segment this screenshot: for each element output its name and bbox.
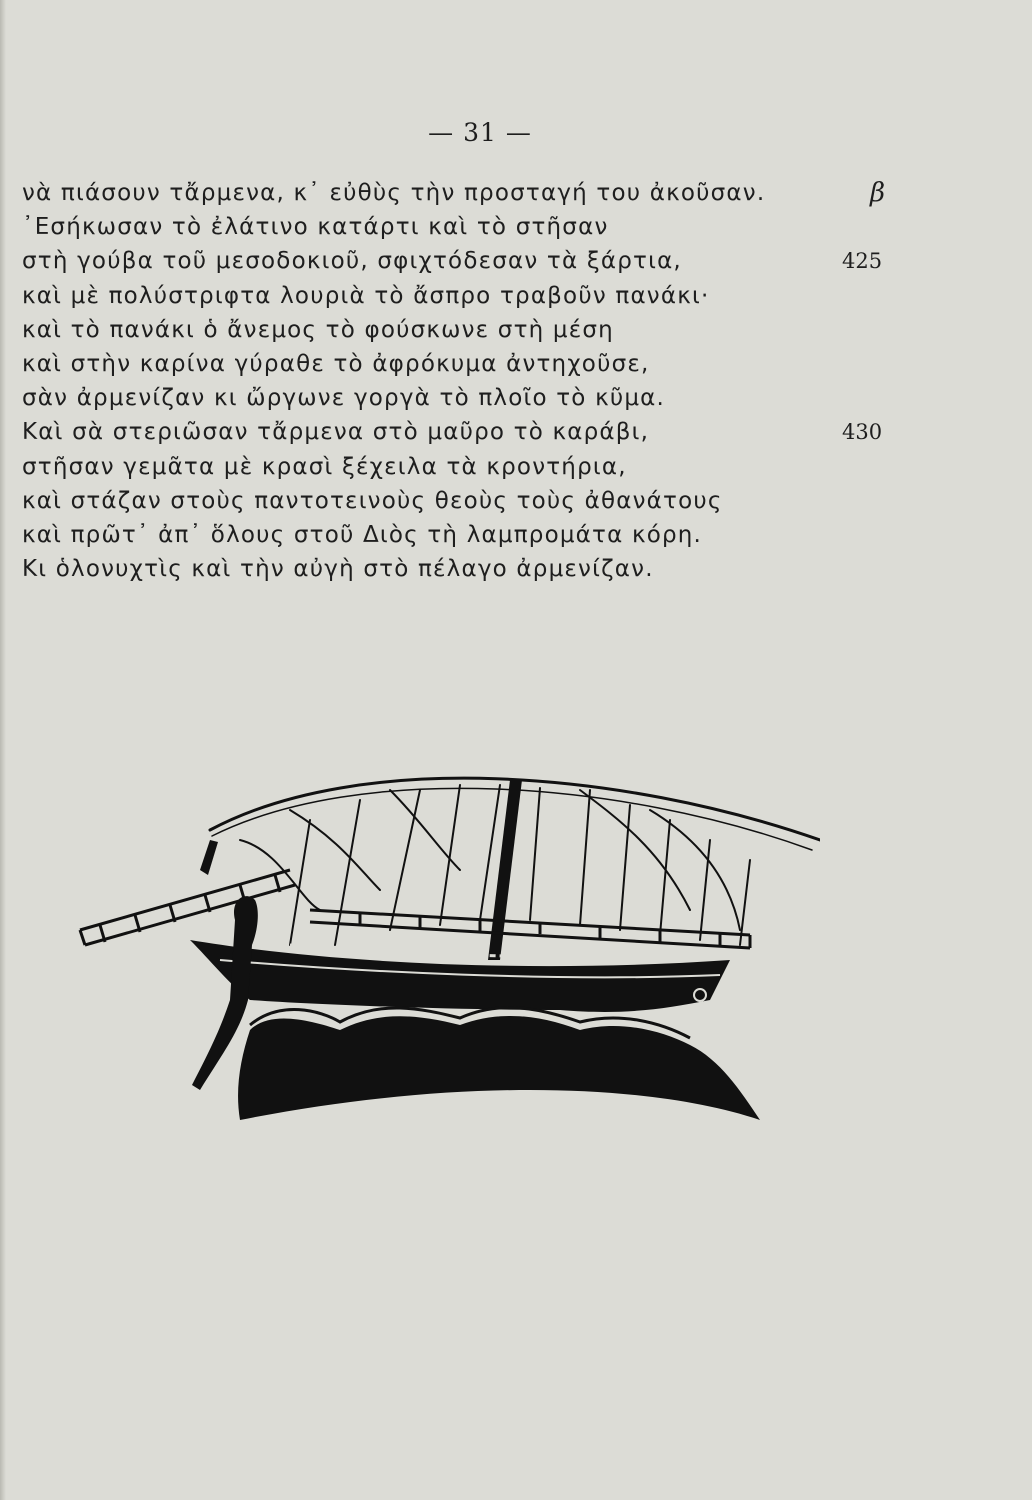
verse-line [22,210,922,244]
verse-line [22,176,922,210]
verse-line [22,347,922,381]
ship-illustration [60,760,820,1220]
verse-block [22,176,922,586]
verse-line-text: καὶ στάζαν στοὺς παντοτεινοὺς θεοὺς τοὺς ἀθανάτους [22,487,723,514]
verse-line-text: καὶ στὴν καρίνα γύραθε τὸ ἀφρόκυμα ἀντηχοῦσε, [22,350,650,377]
verse-line-text: ᾽Εσήκωσαν τὸ ἐλάτινο κατάρτι καὶ τὸ στῆσαν [22,214,609,241]
verse-line [22,552,922,586]
verse-line [22,381,922,415]
verse-line [22,415,922,449]
verse-line-text: καὶ πρῶτ᾽ ἀπ᾽ ὅλους στοῦ Διὸς τὴ λαμπρομάτα κόρη. [22,521,703,548]
verse-line-text: στῆσαν γεμᾶτα μὲ κρασὶ ξέχειλα τὰ κροντήρια, [22,453,627,480]
verse-line-text: καὶ τὸ πανάκι ὁ ἄνεμος τὸ φούσκωνε στὴ μέση [22,316,614,343]
verse-line [22,244,922,278]
verse-line [22,518,922,552]
page-edge [0,0,6,1500]
page-number: — 31 — [428,118,532,147]
line-number: 430 [842,420,883,445]
verse-line-text: Καὶ σὰ στεριῶσαν τἄρμενα στὸ μαῦρο τὸ καράβι, [22,419,650,446]
verse-line [22,450,922,484]
book-marker: β [870,178,887,208]
verse-line-text: καὶ μὲ πολύστριφτα λουριὰ τὸ ἄσπρο τραβοῦν πανάκι· [22,282,710,309]
verse-line [22,313,922,347]
verse-line-text: Κι ὁλονυχτὶς καὶ τὴν αὐγὴ στὸ πέλαγο ἀρμενίζαν. [22,556,654,583]
verse-line-text: νὰ πιάσουν τἄρμενα, κ᾽ εὐθὺς τὴν προσταγή του ἀκοῦσαν. [22,180,766,206]
verse-line [22,484,922,518]
verse-line-text: στὴ γούβα τοῦ μεσοδοκιοῦ, σφιχτόδεσαν τὰ ξάρτια, [22,248,682,275]
verse-line [22,279,922,313]
line-number: 425 [842,249,883,274]
verse-line-text: σὰν ἀρμενίζαν κι ὤργωνε γοργὰ τὸ πλοῖο τὸ κῦμα. [22,385,666,412]
